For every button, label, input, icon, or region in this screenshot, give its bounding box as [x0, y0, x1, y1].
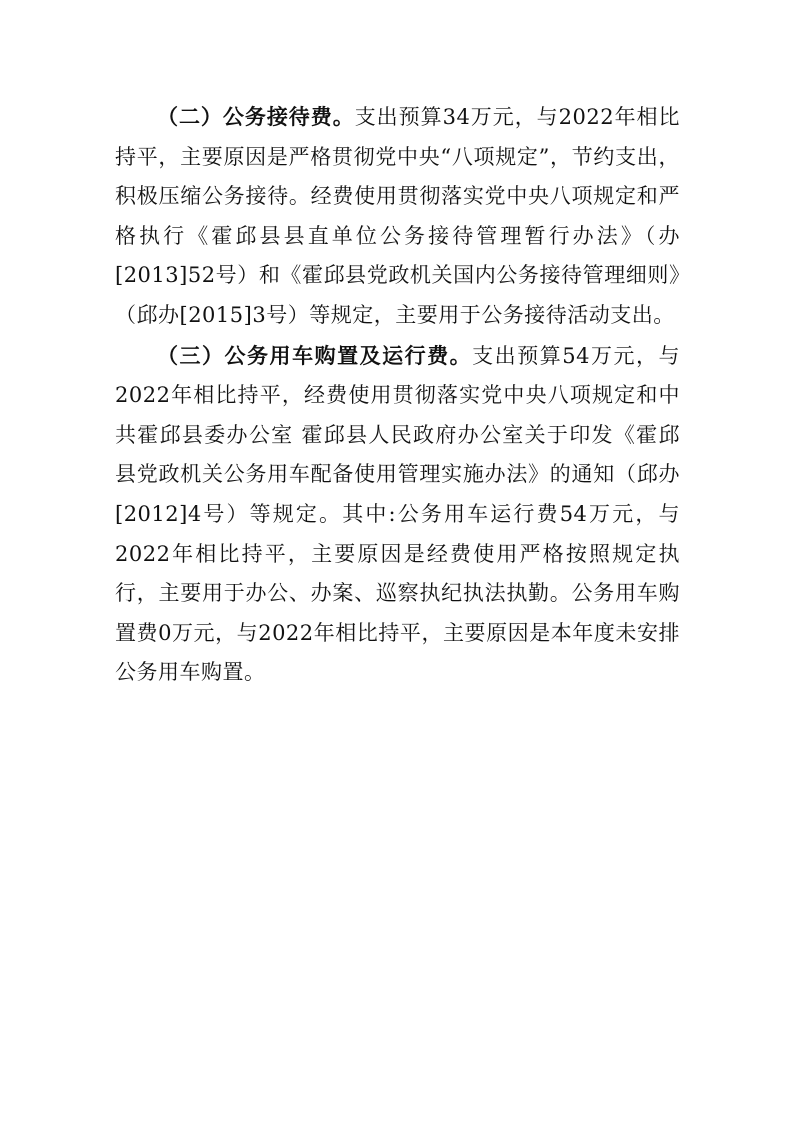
section-body-reception: 支出预算34万元，与2022年相比持平，主要原因是严格贯彻党中央“八项规定”，节约支出，积极压缩公务接待。经费使用贯彻落实党中央八项规定和严格执行《霍邱县县直单位公务接待管理暂行办法》（办[2013]52号）和《霍邱县党政机关国内公务接待管理细则》（邱办[2015]3号）等规定，主要用于公务接待活动支出。 [115, 105, 680, 327]
document-page [115, 97, 680, 693]
paragraph-vehicle-expenses [115, 336, 680, 693]
section-heading-vehicle: （三）公务用车购置及运行费。 [157, 342, 473, 368]
section-heading-reception: （二）公务接待费。 [157, 104, 355, 129]
section-body-vehicle: 支出预算54万元，与2022年相比持平，经费使用贯彻落实党中央八项规定和中共霍邱县委办公室 霍邱县人民政府办公室关于印发《霍邱县党政机关公务用车配备使用管理实施办法》的通知（邱办[2012]4号）等规定。其中:公务用车运行费54万元，与2022年相比持平，主要原因是经费使用严格按照规定执行，主要用于办公、办案、巡察执纪执法执勤。公务用车购置费0万元，与2022年相比持平，主要原因是本年度未安排公务用车购置。 [115, 343, 680, 685]
paragraph-reception-expenses [115, 97, 680, 336]
